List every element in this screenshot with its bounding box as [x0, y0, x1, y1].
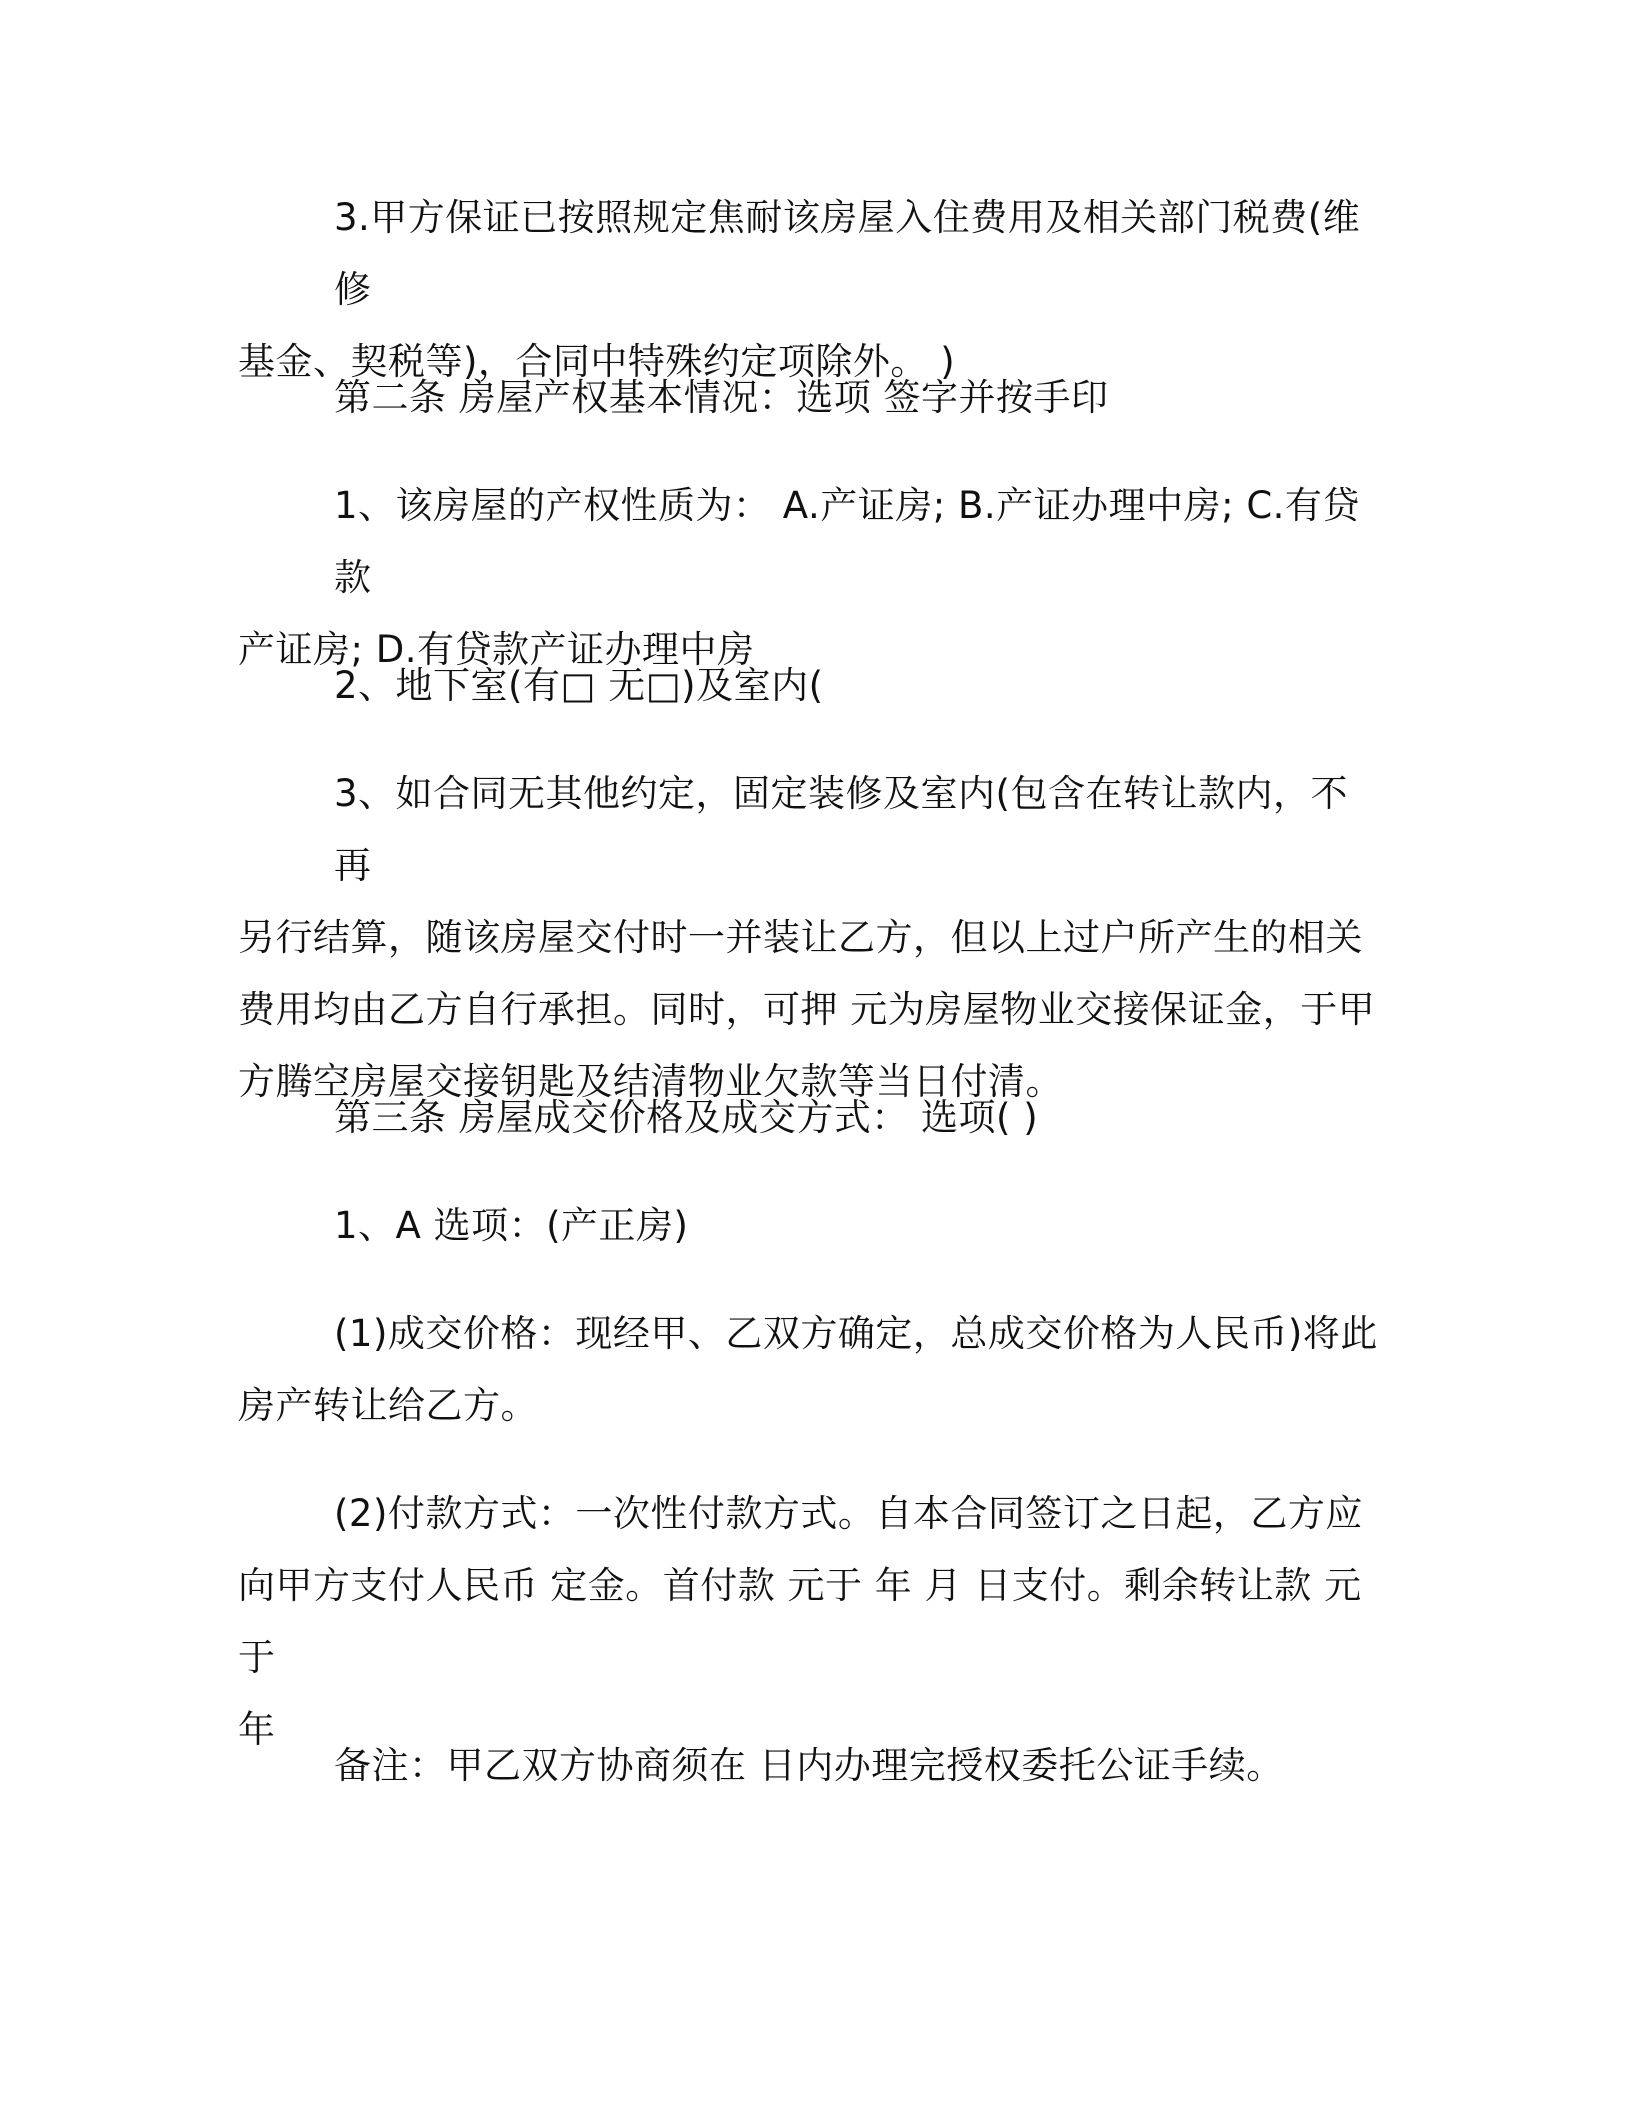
text-line: 基金、契税等)，合同中特殊约定项除外。 )	[238, 340, 956, 383]
paragraph-payment-method	[238, 1478, 1378, 1766]
text-line: 另行结算，随该房屋交付时一并装让乙方，但以上过户所产生的相关	[238, 916, 1363, 959]
paragraph-option-a	[238, 1190, 1378, 1262]
text-line: (1)成交价格：现经甲、乙双方确定，总成交价格为人民币)将此	[334, 1312, 1378, 1355]
text-line: 方腾空房屋交接钥匙及结清物业欠款等当日付清。	[238, 1060, 1063, 1103]
paragraph-basement	[238, 650, 1378, 722]
text-line: 第三条 房屋成交价格及成交方式： 选项( )	[334, 1096, 1039, 1139]
text-line: 房产转让给乙方。	[238, 1384, 538, 1427]
text-line: 3.甲方保证已按照规定焦耐该房屋入住费用及相关部门税费(维修	[334, 196, 1361, 311]
text-line: 第二条 房屋产权基本情况：选项 签字并按手印	[334, 376, 1109, 419]
article-two-heading	[238, 362, 1378, 434]
text-line: 年	[238, 1708, 276, 1751]
text-line: 产证房; D.有贷款产证办理中房	[238, 628, 755, 671]
text-line: 1、A 选项：(产正房)	[334, 1204, 689, 1247]
text-line: 费用均由乙方自行承担。同时，可押 元为房屋物业交接保证金，于甲	[238, 988, 1376, 1031]
text-line: 2、地下室(有□ 无□)及室内(	[334, 664, 824, 707]
paragraph-transaction-price	[238, 1298, 1378, 1442]
text-line: (2)付款方式：一次性付款方式。自本合同签订之日起，乙方应	[334, 1492, 1363, 1535]
article-three-heading	[238, 1082, 1378, 1154]
text-line: 向甲方支付人民币 定金。首付款 元于 年 月 日支付。剩余转让款 元于	[238, 1564, 1362, 1679]
text-line: 备注：甲乙双方协商须在 日内办理完授权委托公证手续。	[334, 1744, 1284, 1787]
text-line: 1、该房屋的产权性质为： A.产证房; B.产证办理中房; C.有贷款	[334, 484, 1360, 599]
text-line: 3、如合同无其他约定，固定装修及室内(包含在转让款内，不再	[334, 772, 1348, 887]
paragraph-remark	[238, 1730, 1378, 1802]
paragraph-decoration	[238, 758, 1378, 1118]
